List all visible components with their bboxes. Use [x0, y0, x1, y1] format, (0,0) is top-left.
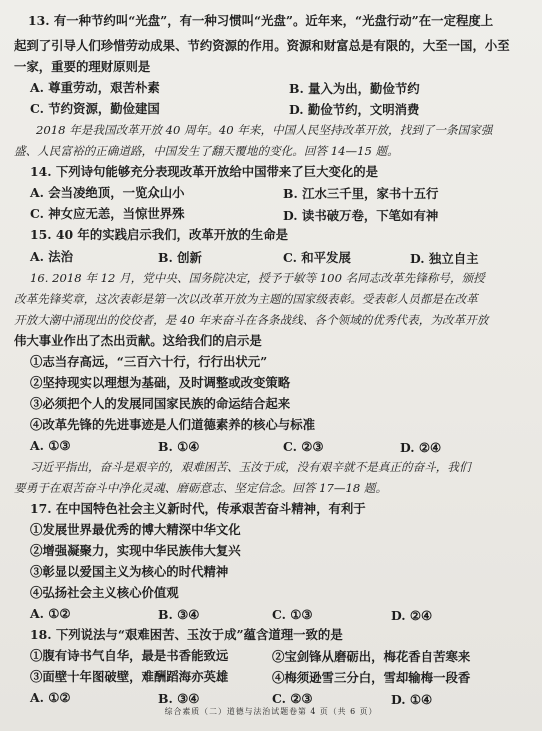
q16-option-b: B. ①④: [158, 439, 200, 454]
material-17-18-line-1: 习近平指出，奋斗是艰辛的，艰难困苦、玉汝于成，没有艰辛就不是真正的奋斗，我们: [30, 460, 471, 474]
q18-option-a: A. ①②: [30, 690, 71, 705]
q15-option-c: C. 和平发展: [283, 250, 351, 265]
q17-statement-4: ④弘扬社会主义核心价值观: [30, 585, 179, 600]
q13-line-1: 13. 有一种节约叫“光盘”，有一种习惯叫“光盘”。近年来，“光盘行动”在一定程度上: [28, 13, 494, 28]
q16-line-4: 伟大事业作出了杰出贡献。这给我们的启示是: [14, 333, 262, 348]
q17-option-c: C. ①③: [272, 607, 313, 622]
material-14-15-line-2: 盛、人民富裕的正确道路，中国发生了翻天覆地的变化。回答 14—15 题。: [14, 144, 399, 158]
q16-statement-3: ③必须把个人的发展同国家民族的命运结合起来: [30, 396, 291, 411]
q16-statement-1: ①志当存高远，“三百六十行，行行出状元”: [30, 354, 268, 369]
q14-option-a: A. 会当凌绝顶，一览众山小: [30, 185, 185, 200]
q17-statement-3: ③彰显以爱国主义为核心的时代精神: [30, 564, 229, 579]
q17-statement-2: ②增强凝聚力，实现中华民族伟大复兴: [30, 543, 241, 558]
q15-stem: 15. 40 年的实践启示我们，改革开放的生命是: [30, 227, 289, 242]
q13-line-2: 起到了引导人们珍惜劳动成果、节约资源的作用。资源和财富总是有限的，大至一国，小至: [14, 38, 510, 53]
q16-option-a: A. ①③: [30, 438, 71, 453]
q13-option-a: A. 尊重劳动，艰苦朴素: [30, 80, 160, 95]
q18-option-d: D. ①④: [391, 692, 433, 707]
q14-option-c: C. 神女应无恙，当惊世界殊: [30, 206, 185, 221]
q18-statement-2: ②宝剑锋从磨砺出，梅花香自苦寒来: [272, 649, 471, 664]
q16-option-d: D. ②④: [400, 440, 442, 455]
q17-option-b: B. ③④: [158, 607, 200, 622]
q14-option-d: D. 读书破万卷，下笔如有神: [283, 208, 439, 223]
q18-statement-4: ④梅须逊雪三分白，雪却输梅一段香: [272, 670, 471, 685]
material-17-18-line-2: 要勇于在艰苦奋斗中净化灵魂、磨砺意志、坚定信念。回答 17—18 题。: [14, 481, 388, 495]
q18-statement-1: ①腹有诗书气自华，最是书香能致远: [30, 648, 229, 663]
q15-option-d: D. 独立自主: [410, 251, 479, 266]
q13-option-d: D. 勤俭节约，文明消费: [289, 102, 420, 117]
q17-option-d: D. ②④: [391, 608, 433, 623]
q17-statement-1: ①发展世界最优秀的博大精深中华文化: [30, 522, 241, 537]
q13-option-c: C. 节约资源，勤俭建国: [30, 101, 160, 116]
q16-statement-2: ②坚持现实以理想为基础，及时调整或改变策略: [30, 375, 291, 390]
q18-option-b: B. ③④: [158, 691, 200, 706]
q13-line-3: 一家，重要的理财原则是: [14, 59, 151, 74]
material-14-15-line-1: 2018 年是我国改革开放 40 周年。40 年来，中国人民坚持改革开放，找到了一条国家强: [36, 123, 493, 137]
q15-option-a: A. 法治: [30, 249, 74, 264]
q15-option-b: B. 创新: [158, 250, 202, 265]
q13-option-b: B. 量入为出，勤俭节约: [289, 81, 420, 96]
page-footer: 综合素质（二）道德与法治试题卷第 4 页（共 6 页）: [164, 707, 378, 716]
q14-stem: 14. 下列诗句能够充分表现改革开放给中国带来了巨大变化的是: [30, 164, 379, 179]
q17-stem: 17. 在中国特色社会主义新时代，传承艰苦奋斗精神，有利于: [30, 501, 366, 516]
q16-line-1: 16. 2018 年 12 月，党中央、国务院决定，授予于敏等 100 名同志改革先锋称号，颁授: [30, 271, 485, 285]
q16-line-3: 开放大潮中涌现出的佼佼者，是 40 年来奋斗在各条战线、各个领域的优秀代表，为改革开放: [14, 313, 489, 327]
q17-option-a: A. ①②: [30, 606, 71, 621]
q18-option-c: C. ②③: [272, 691, 313, 706]
q18-statement-3: ③面壁十年图破壁，难酬蹈海亦英雄: [30, 669, 229, 684]
q16-statement-4: ④改革先锋的先进事迹是人们道德素养的核心与标准: [30, 417, 315, 432]
q18-stem: 18. 下列说法与“艰难困苦、玉汝于成”蕴含道理一致的是: [30, 627, 343, 642]
q14-option-b: B. 江水三千里，家书十五行: [283, 186, 439, 201]
q16-line-2: 改革先锋奖章，这次表彰是第一次以改革开放为主题的国家级表彰。受表彰人员都是在改革: [14, 292, 478, 306]
q16-option-c: C. ②③: [283, 439, 324, 454]
